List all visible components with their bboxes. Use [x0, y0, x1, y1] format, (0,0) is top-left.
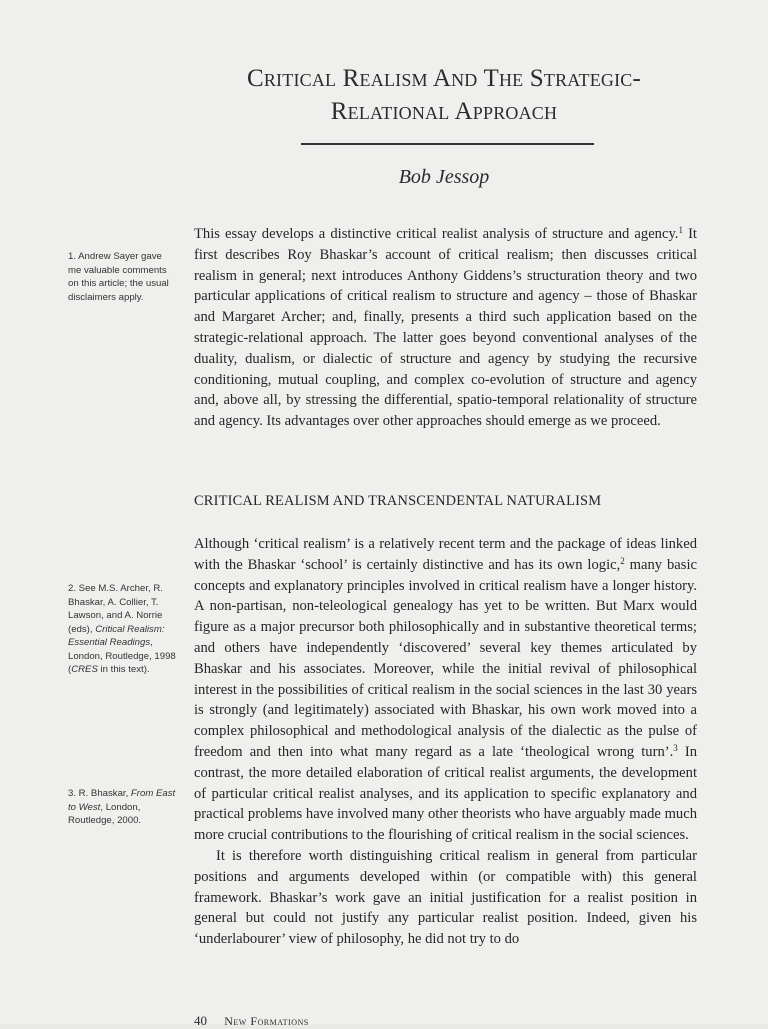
- page-footer: [194, 1013, 309, 1029]
- section-paragraph-1: [194, 534, 697, 846]
- intro-paragraph: [194, 224, 697, 432]
- article-title-line-2: Relational Approach: [330, 98, 558, 125]
- section-body: [194, 534, 697, 950]
- section-paragraph-2: It is therefore worth distinguishing critical realism in general from particular positions and arguments developed within (or compatible with) this general framework. Bhaskar’s work gave an initial justification for a realist position in general but could not justify any particular realist position. Indeed, given his ‘underlabourer’ view of philosophy, he did not try to do: [194, 847, 697, 948]
- section-paragraph-1-part-a: Although ‘critical realism’ is a relatively recent term and the package of ideas linked with the Bhaskar ‘school’ is certainly distinctive and has its own logic,: [194, 536, 697, 573]
- footnote-2: [68, 582, 176, 677]
- footnote-2-abbreviation: CRES: [71, 664, 98, 675]
- footnote-3: [68, 787, 176, 828]
- footnote-2-text: 2. See M.S. Archer, R. Bhaskar, A. Collier, T. Lawson, and A. Norrie (eds),: [68, 583, 163, 635]
- footnote-marker-2[interactable]: 2: [620, 555, 625, 566]
- intro-text-start: This essay develops a distinctive critical realist analysis of structure and agency.: [194, 226, 679, 242]
- intro-text-rest: It first describes Roy Bhaskar’s account of critical realism; then discusses critical realism in general; next introduces Anthony Giddens’s structuration theory and two particular applications of critical realism to structure and agency – those of Bhaskar and Margaret Archer; and, finally, presents a third such application based on the strategic-relational approach. The latter goes beyond conventional analyses of the duality, dualism, or dialectic of structure and agency by studying the recursive conditioning, mutual coupling, and complex co-evolution of structure and agency and, above all, by stressing the differential, spatio-temporal relationality of structure and agency. Its advantages over other approaches should emerge as we proceed.: [194, 226, 697, 430]
- footnote-2-book-title: Critical Realism: Essential Readings: [68, 623, 165, 648]
- footnote-marker-3[interactable]: 3: [673, 742, 678, 753]
- section-paragraph-1-part-b: many basic concepts and explanatory principles involved in critical realism have a longer history. A non-partisan, non-teleological genealogy has yet to be written. But Marx would figure as a major precursor both philosophically and in substantive theoretical terms; and others have independently ‘discovered’ several key themes articulated by Bhaskar and his associates. Moreover, while the initial revival of philosophical interest in the possibilities of critical realism in the social sciences in the last 30 years is strongly (and legitimately) associated with Bhaskar, his own work moved into a complex philosophical and methodological analysis of the dialectic as the pulse of freedom and then into what many regard as a late ‘theological wrong turn’.: [194, 556, 697, 760]
- article-title-line-1: Critical Realism And The Strategic-: [246, 65, 642, 92]
- section-heading: CRITICAL REALISM AND TRANSCENDENTAL NATURALISM: [194, 493, 602, 509]
- title-divider: [301, 143, 594, 145]
- footnote-marker-1[interactable]: 1: [678, 225, 683, 235]
- section-paragraph-1-part-c: In contrast, the more detailed elaboration of critical realist arguments, the development of particular critical realist analyses, and its application to specific explanatory and practical problems have involved many other theorists who have arguably made much more crucial contributions to the flourishing of critical realism in the social sciences.: [194, 743, 698, 844]
- footnote-1: 1. Andrew Sayer gave me valuable comments on this article; the usual disclaimers apply.: [68, 251, 169, 303]
- footnote-3-text: 3. R. Bhaskar,: [68, 788, 131, 799]
- footnote-2-end: in this text).: [97, 664, 150, 675]
- article-title: [190, 62, 698, 128]
- journal-name: New Formations: [224, 1014, 309, 1028]
- page-number: 40: [194, 1013, 207, 1028]
- footnote-3-book-title: From East to West: [68, 788, 176, 813]
- footnote-2-publisher: , London, Routledge, 1998 (: [68, 637, 176, 675]
- footnote-3-publisher: , London, Routledge, 2000.: [68, 801, 142, 826]
- article-author: Bob Jessop: [398, 166, 490, 188]
